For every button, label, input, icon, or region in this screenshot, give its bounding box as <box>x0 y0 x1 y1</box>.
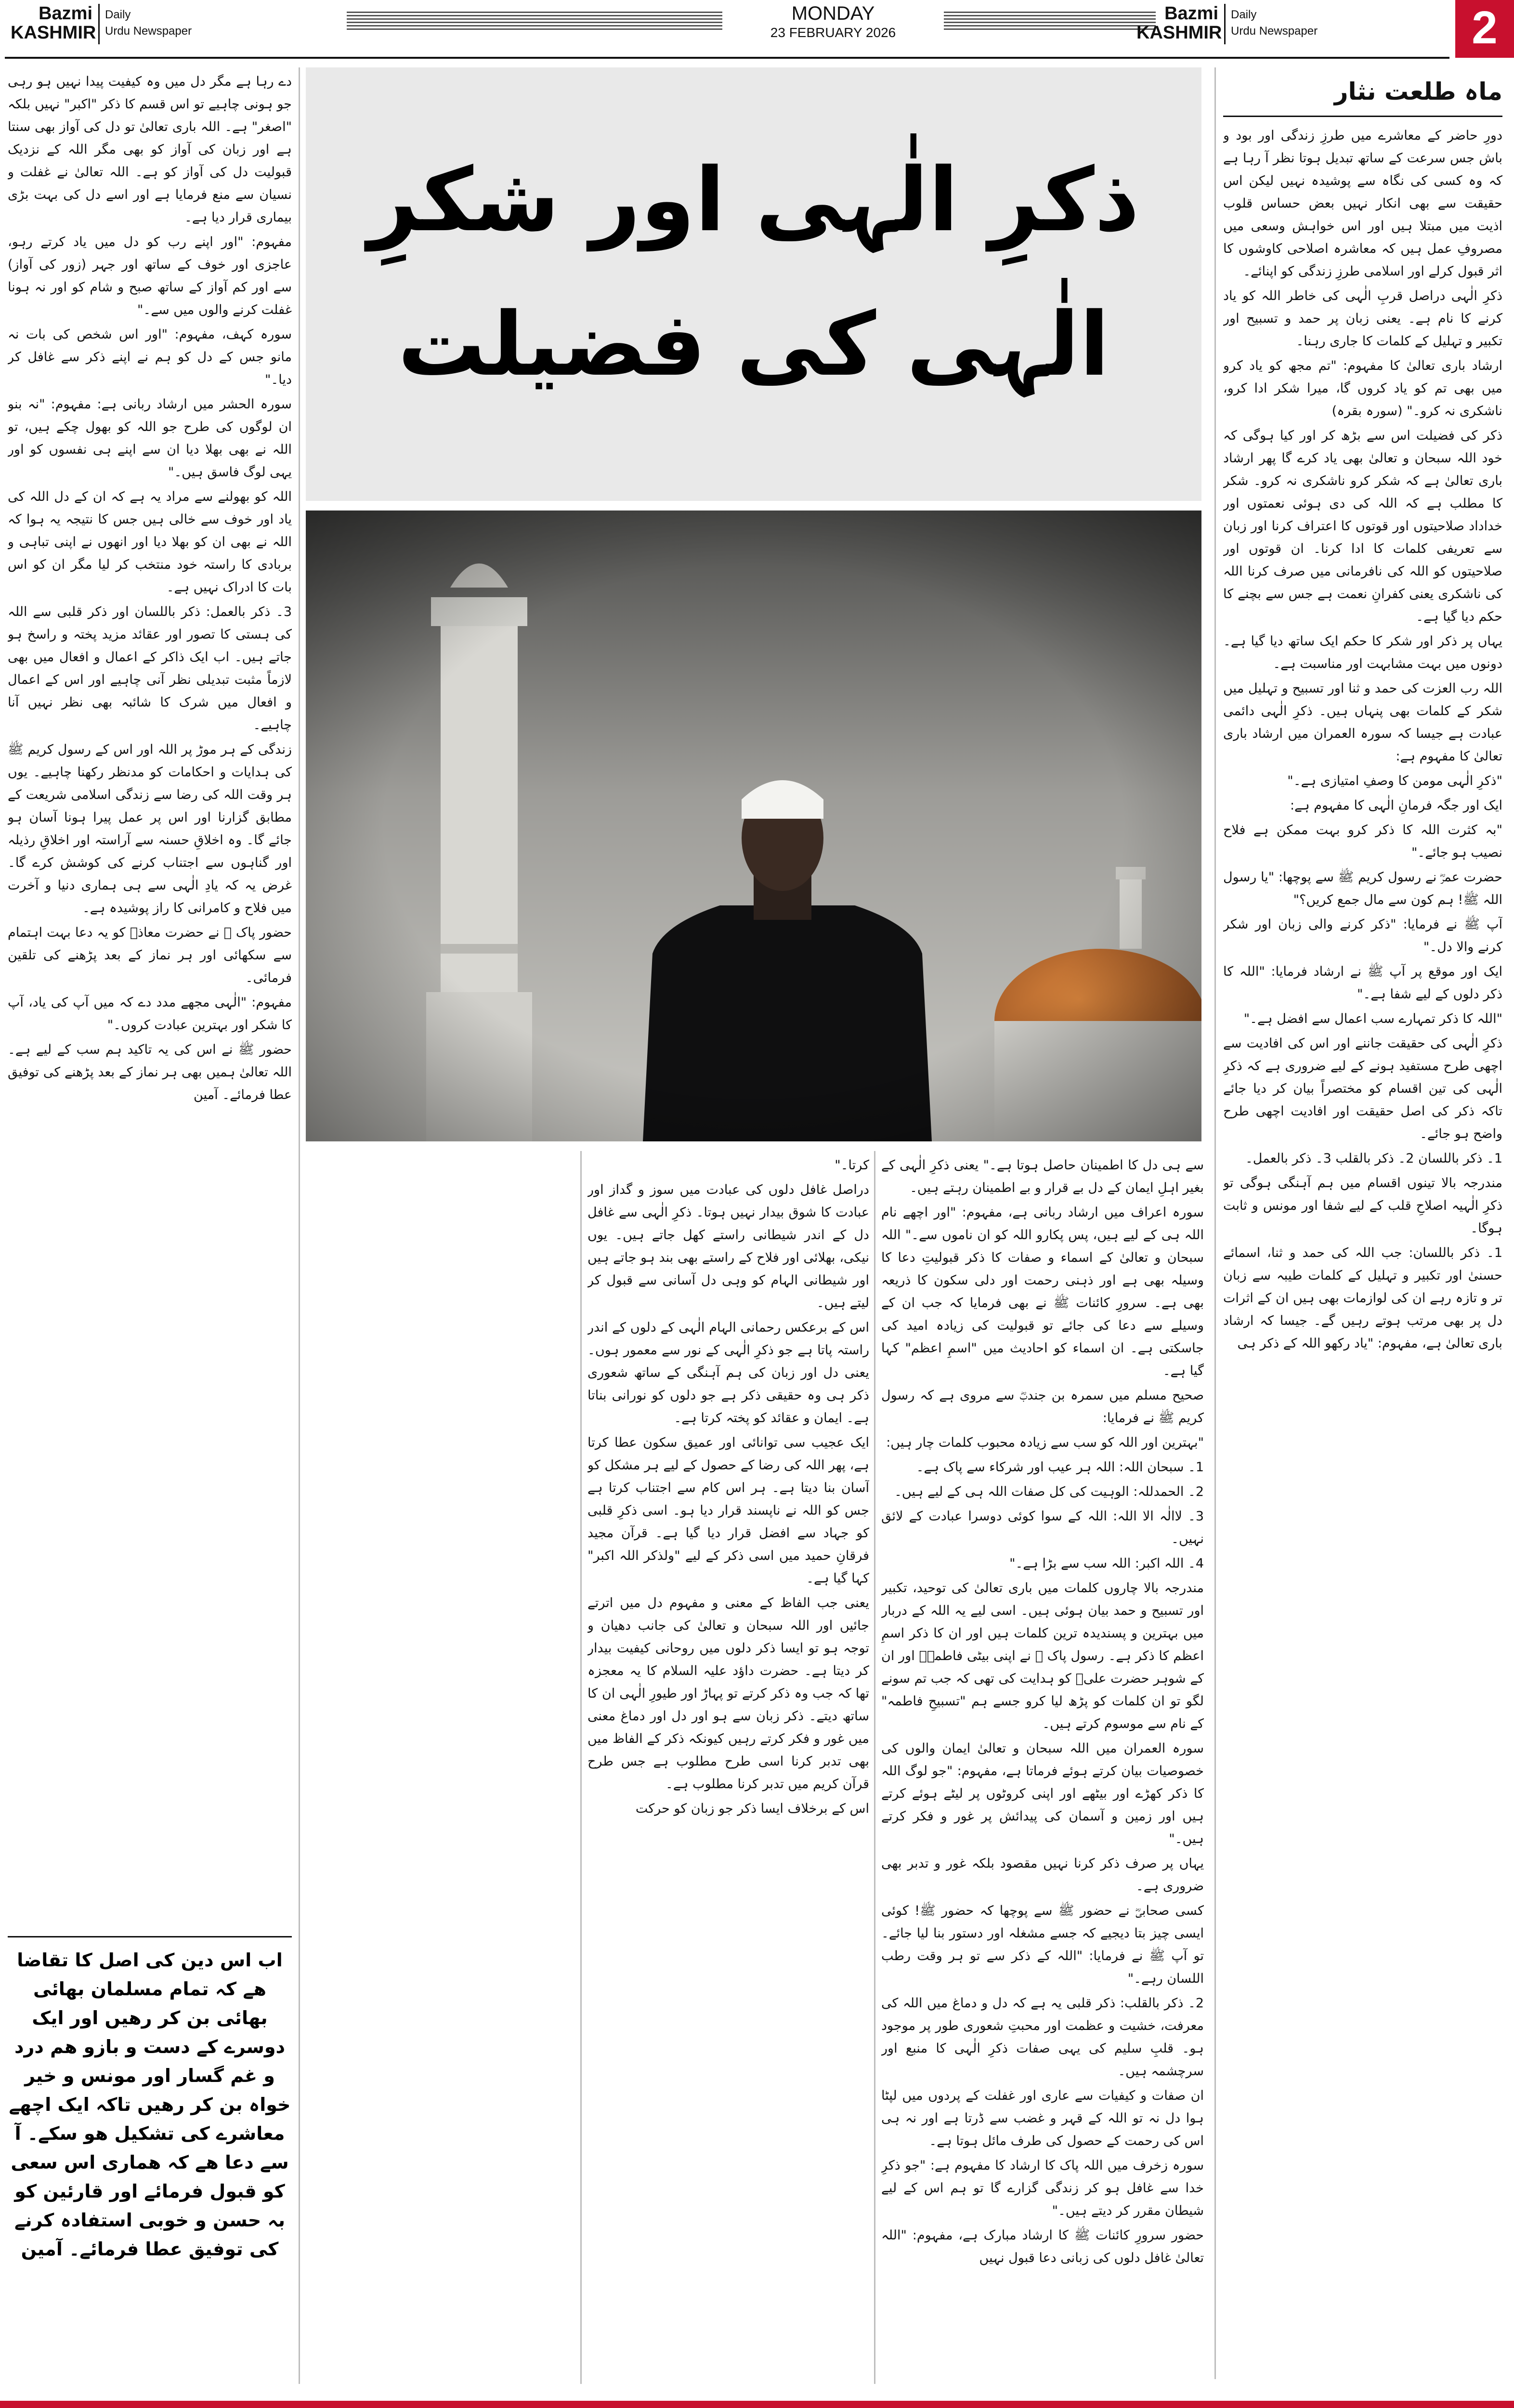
paragraph: حضور پاک ﷺ نے حضرت معاذؓ کو یہ دعا بہت اہتمام سے سکھائی اور ہر نماز کے بعد پڑھنے کی تلقین فرمائی۔ <box>8 925 292 985</box>
article-column-1 <box>1223 124 1502 2388</box>
paragraph: ذکر کی فضیلت اس سے بڑھ کر اور کیا ہوگی کہ خود اللہ سبحان و تعالیٰ بھی یاد کرے گا پھر ارشاد باری تعالیٰ ہے کہ شکر کرو ناشکری نہ کرو۔ شکر کا مطلب ہے کہ اللہ کی دی ہوئی نعمتوں اور خداداد صلاحیتوں اور قوتوں کا اعتراف کرنا اور زبان سے تعریفی کلمات کا ادا کرنا۔ ان قوتوں اور صلاحیتوں کو اللہ کی نافرمانی میں صرف کرنا اللہ کی ناشکری یعنی کفرانِ نعمت ہے جس سے بچنے کا حکم دیا گیا ہے۔ <box>1223 428 1502 624</box>
brand-sub-line2: Urdu Newspaper <box>105 25 192 38</box>
headline-line2: الٰہی کی فضیلت <box>398 293 1109 395</box>
article-column-3 <box>587 1154 869 2387</box>
paragraph: 1۔ سبحان اللہ: اللہ ہر عیب اور شرکاء سے پاک ہے۔ <box>916 1460 1204 1475</box>
paragraph: کرتا۔" <box>835 1158 869 1173</box>
paragraph: ایک عجیب سی توانائی اور عمیق سکون عطا کرتا ہے، پھر اللہ کی رضا کے حصول کے لیے ہر مشکل کو آسان بنا دیتا ہے۔ ہر اس کام سے اجتناب کرتا ہے جس کو اللہ نے ناپسند قرار دیا ہو۔ اسی ذکرِ قلبی کو جہاد سے افضل قرار دیا گیا ہے۔ قرآن مجید فرقانِ حمید میں اسی ذکر کے لیے "ولذکر اللہ اکبر" کہا گیا ہے۔ <box>587 1435 869 1586</box>
paragraph: ارشاد باری تعالیٰ کا مفہوم: "تم مجھ کو یاد کرو میں بھی تم کو یاد کروں گا، میرا شکر ادا کرو، ناشکری نہ کرو۔" (سورہ بقرہ) <box>1223 358 1502 419</box>
masthead-right <box>1136 3 1406 46</box>
column-divider-1 <box>1214 67 1216 2379</box>
paragraph: اس کے برخلاف ایسا ذکر جو زبان کو حرکت <box>635 1801 869 1816</box>
paragraph: 1۔ ذکر باللسان 2۔ ذکر بالقلب 3۔ ذکر بالعمل۔ <box>1245 1151 1502 1166</box>
header-stripes-right <box>944 10 1156 30</box>
article-column-2 <box>881 1154 1204 2387</box>
paragraph: 1۔ ذکر باللسان: جب اللہ کی حمد و ثنا، اسمائے حسنیٰ اور تکبیر و تہلیل کے کلمات طیبہ سے زبان تر و تازہ رہے ان کی لوازمات بھی ہیں ان کے اثرات دل پر بھی مرتب ہوتے رہیں گے۔ جیسا کہ ارشاد باری تعالیٰ ہے، مفہوم: "یاد رکھو اللہ کے ذکر ہی <box>1223 1245 1502 1351</box>
paragraph: سورہ العمران میں اللہ سبحان و تعالیٰ ایمان والوں کی خصوصیات بیان کرتے ہوئے فرماتا ہے، مفہوم: "جو لوگ اللہ کا ذکر کھڑے اور بیٹھے اور اپنی کروٹوں پر لیٹے ہوئے کرتے ہیں اور زمین و آسمان کی پیدائش پر غور و فکر کرتے ہیں۔" <box>881 1741 1204 1846</box>
paragraph: 3۔ لاالٰہ الا اللہ: اللہ کے سوا کوئی دوسرا عبادت کے لائق نہیں۔ <box>881 1509 1204 1546</box>
page-number: 2 <box>1455 0 1514 58</box>
brand-sub-line1: Daily <box>105 8 131 21</box>
paragraph: "ذکرِ الٰہی مومن کا وصفِ امتیازی ہے۔" <box>1287 773 1502 788</box>
column-divider-3 <box>580 1151 582 2384</box>
paragraph: سورہ اعراف میں ارشاد ربانی ہے، مفہوم: "اور اچھے نام اللہ ہی کے لیے ہیں، پس پکارو اللہ کو ان ناموں سے۔" اللہ سبحان و تعالیٰ کے اسماء و صفات کا ذکر قبولیتِ دعا کا وسیلہ بھی ہے اور ذہنی رحمت اور دلی سکون کا ذریعہ بھی ہے۔ سرورِ کائنات ﷺ نے بھی فرمایا کہ جب ان کے وسیلے سے دعا کی جائے تو قبولیت کی زیادہ امید کی جاسکتی ہے۔ ان اسماء کو احادیث میں "اسمِ اعظم" کہا گیا ہے۔ <box>881 1205 1204 1378</box>
paragraph: زندگی کے ہر موڑ پر اللہ اور اس کے رسول کریم ﷺ کی ہدایات و احکامات کو مدنظر رکھنا چاہیے۔ یوں ہر وقت اللہ کی رضا سے زندگی اسلامی شریعت کے مطابق گزارنا اور اس پر عمل پیرا ہونا آسان ہو جائے گا۔ وہ اخلاقِ حسنہ سے آراستہ اور اخلاقِ رذیلہ اور گناہوں سے اجتناب کرنے کی کوشش کرے گا۔ غرض یہ کہ یادِ الٰہی سے ہی ہماری دنیا و آخرت میں فلاح و کامرانی کا راز پوشیدہ ہے۔ <box>8 742 292 916</box>
paragraph: سورہ الحشر میں ارشاد ربانی ہے: مفہوم: "نہ بنو ان لوگوں کی طرح جو اللہ کو بھول چکے ہیں، تو اللہ نے بھی بھلا دیا ان سے اپنے ہی نفسوں کو اور یہی لوگ فاسق ہیں۔" <box>8 397 292 480</box>
paragraph: دورِ حاضر کے معاشرے میں طرزِ زندگی اور بود و باش جس سرعت کے ساتھ تبدیل ہوتا نظر آ رہا ہے کہ وہ کسی کی نگاہ سے پوشیدہ نہیں لیکن اس حقیقت سے بھی انکار نہیں بعض حساس قلوب اذیت میں مبتلا ہیں اور اس خواہش وسعی میں مصروفِ عمل ہیں کہ معاشرہ اصلاحی کاوشوں کا اثر قبول کرلے اور اسلامی طرزِ زندگی کو اپنائے۔ <box>1223 128 1502 279</box>
brand-sub-line2-right: Urdu Newspaper <box>1231 25 1318 38</box>
mosque-photo-illustration <box>306 510 1201 1141</box>
paragraph: "بہترین اور اللہ کو سب سے زیادہ محبوب کلمات چار ہیں: <box>886 1435 1204 1450</box>
paragraph: "اللہ کا ذکر تمہارے سب اعمال سے افضل ہے۔" <box>1243 1011 1502 1026</box>
brand-separator <box>98 4 100 44</box>
paragraph: سے ہی دل کا اطمینان حاصل ہوتا ہے۔" یعنی ذکرِ الٰہی کے بغیر اہلِ ایمان کے دل بے قرار و بے اطمینان رہتے ہیں۔ <box>881 1158 1204 1195</box>
paragraph: 3۔ ذکر بالعمل: ذکر باللسان اور ذکر قلبی سے اللہ کی ہستی کا تصور اور عقائد مزید پختہ و راسخ ہو جاتے ہیں۔ اب ایک ذاکر کے اعمال و افعال میں بھی لازماً مثبت تبدیلی نظر آنی چاہیے اور اس کے اعمال و افعال میں شرک کا شائبہ بھی نظر نہیں آنا چاہیے۔ <box>8 604 292 733</box>
paragraph: ایک اور جگہ فرمانِ الٰہی کا مفہوم ہے: <box>1290 798 1502 813</box>
author-rule <box>1223 116 1502 117</box>
paragraph: ذکرِ الٰہی دراصل قربِ الٰہی کی خاطر اللہ کو یاد کرنے کا نام ہے۔ یعنی زبان پر حمد و تسبیح اور تکبیر و تہلیل کے کلمات کا جاری رہنا۔ <box>1223 288 1502 349</box>
author-byline: ماہ طلعت نثار <box>1334 78 1502 105</box>
brand-line1: Bazmi <box>39 3 92 24</box>
paragraph: مندرجہ بالا چاروں کلمات میں باری تعالیٰ کی توحید، تکبیر اور تسبیح و حمد بیان ہوئی ہیں۔ اسی لیے یہ اللہ کے دربار میں بہترین و پسندیدہ ترین کلمات ہیں اور ان کا ذکر اسمِ اعظم کا ذکر ہے۔ رسول پاک ﷺ نے اپنی بیٹی فاطمہؓ اور ان کے شوہر حضرت علیؓ کو ہدایت کی تھی کہ جب تم سونے لگو تو ان کلمات کو پڑھ لیا کرو جسے ہم "تسبیحِ فاطمہ" کے نام سے موسوم کرتے ہیں۔ <box>881 1581 1204 1731</box>
paragraph: حضور ﷺ نے اس کی یہ تاکید ہم سب کے لیے ہے۔ اللہ تعالیٰ ہمیں بھی ہر نماز کے بعد پڑھنے کی توفیق عطا فرمائے۔ آمین <box>8 1042 292 1102</box>
paragraph: یہاں پر صرف ذکر کرنا نہیں مقصود بلکہ غور و تدبر بھی ضروری ہے۔ <box>881 1856 1204 1894</box>
paragraph: یہاں پر ذکر اور شکر کا حکم ایک ساتھ دیا گیا ہے۔ دونوں میں بہت مشابہت اور مناسبت ہے۔ <box>1223 634 1502 671</box>
paragraph: 2۔ الحمدللہ: الوہیت کی کل صفات اللہ ہی کے لیے ہیں۔ <box>894 1484 1204 1499</box>
paragraph: دراصل غافل دلوں کی عبادت میں سوز و گداز اور عبادت کا شوق بیدار نہیں ہوتا۔ ذکرِ الٰہی سے غافل دل کے اندر شیطانی راستے کھل جاتے ہیں۔ یوں نیکی، بھلائی اور فلاح کے راستے بھی بند ہو جاتے ہیں اور شیطانی الہام کو وہی دل آسانی سے قبول کر لیتے ہیں۔ <box>587 1182 869 1310</box>
brand-line1-right: Bazmi <box>1164 3 1218 24</box>
article-photo <box>306 510 1201 1141</box>
paragraph: 2۔ ذکر بالقلب: ذکر قلبی یہ ہے کہ دل و دماغ میں اللہ کی معرفت، خشیت و عظمت اور محبتِ شعوری طور پر موجود ہو۔ قلبِ سلیم کی یہی صفات ذکرِ الٰہی کا منبع اور سرچشمہ ہیں۔ <box>881 1996 1204 2079</box>
paragraph: آپ ﷺ نے فرمایا: "ذکر کرنے والی زبان اور شکر کرنے والا دل۔" <box>1223 917 1502 955</box>
paragraph: 4۔ اللہ اکبر: اللہ سب سے بڑا ہے۔" <box>1009 1556 1204 1571</box>
paragraph: دے رہا ہے مگر دل میں وہ کیفیت پیدا نہیں ہو رہی جو ہونی چاہیے تو اس قسم کا ذکر "اکبر" نہیں بلکہ "اصغر" ہے۔ اللہ باری تعالیٰ تو دل کی آواز بھی سنتا ہے اور زبان کی آواز کو بھی مگر اللہ کے نزدیک قبولیت دل کی آواز کو ہے۔ اللہ تعالیٰ نے غفلت و نسیان سے منع فرمایا ہے اور اسے دل کی بہت بڑی بیماری قرار دیا ہے۔ <box>8 74 292 225</box>
header-date-block <box>722 3 944 41</box>
paragraph: حضرت عمرؓ نے رسول کریم ﷺ سے پوچھا: "یا رسول اللہ ﷺ! ہم کون سے مال جمع کریں؟" <box>1223 870 1502 907</box>
paragraph: اللہ کو بھولنے سے مراد یہ ہے کہ ان کے دل اللہ کی یاد اور خوف سے خالی ہیں جس کا نتیجہ یہ ہوا کہ اللہ نے بھی ان کو بھلا دیا اور انھوں نے اپنی تباہی و بربادی کا راستہ خود منتخب کر لیا مگر ان کو اس بات کا ادراک نہیں ہے۔ <box>8 489 292 595</box>
paragraph: اس کے برعکس رحمانی الہام الٰہی کے دلوں کے اندر راستہ پاتا ہے جو ذکرِ الٰہی کے نور سے معمور ہوں۔ یعنی دل اور زبان کی ہم آہنگی کے ساتھ شعوری ذکر ہی وہ حقیقی ذکر ہے جو دلوں کو نورانی بناتا ہے۔ ایمان و عقائد کو پختہ کرتا ہے۔ <box>587 1320 869 1426</box>
paragraph: مفہوم: "اور اپنے رب کو دل میں یاد کرتے رہو، عاجزی اور خوف کے ساتھ اور جہر (زور کی آواز) سے اور کم آواز کے ساتھ صبح و شام کو اور نہ ہونا غفلت کرنے والوں میں سے۔" <box>8 235 292 317</box>
paragraph: کسی صحابیؓ نے حضور ﷺ سے پوچھا کہ حضور ﷺ! کوئی ایسی چیز بتا دیجیے کہ جسے مشغلہ اور دستور بنا لیا جائے۔ تو آپ ﷺ نے فرمایا: "اللہ کے ذکر سے تو ہر وقت رطب اللسان رہے۔" <box>881 1903 1204 1986</box>
paragraph: یعنی جب الفاظ کے معنی و مفہوم دل میں اترتے جائیں اور اللہ سبحان و تعالیٰ کی جانب دھیان و توجہ ہو تو ایسا ذکر دلوں میں روحانی کیفیت بیدار کر دیتا ہے۔ حضرت داؤد علیہ السلام کا یہ معجزہ تھا کہ جب وہ ذکر کرتے تو پہاڑ اور طیورِ الٰہی ان کا ساتھ دیتے۔ ذکر زبان سے ہو اور دل اور دماغ معنی میں غور و فکر کرتے رہیں کیونکہ ذکر کے الفاظ میں بھی تدبر کرنا اسی طرح مطلوب ہے جس طرح قرآن کریم میں تدبر کرنا مطلوب ہے۔ <box>587 1596 869 1792</box>
paragraph: صحیح مسلم میں سمرہ بن جندبؓ سے مروی ہے کہ رسول کریم ﷺ نے فرمایا: <box>881 1388 1204 1426</box>
closing-quote-rule <box>8 1936 292 1937</box>
footer-bar <box>0 2401 1514 2408</box>
header-rule <box>5 57 1449 59</box>
brand-separator-right <box>1224 4 1226 44</box>
paragraph: مفہوم: "الٰہی مجھے مدد دے کہ میں آپ کی یاد، آپ کا شکر اور بہترین عبادت کروں۔" <box>8 995 292 1033</box>
masthead-left <box>11 3 242 46</box>
paragraph: حضور سرورِ کائنات ﷺ کا ارشاد مبارک ہے، مفہوم: "اللہ تعالیٰ غافل دلوں کی زبانی دعا قبول نہیں <box>881 2228 1204 2265</box>
paragraph: "بہ کثرت اللہ کا ذکر کرو بہت ممکن ہے فلاح نصیب ہو جائے۔" <box>1223 823 1502 860</box>
paragraph: ذکرِ الٰہی کی حقیقت جاننے اور اس کی افادیت سے اچھی طرح مستفید ہونے کے لیے ضروری ہے کہ ذکرِ الٰہی کی تین اقسام کو مختصراً بیان کر دیا جائے تاکہ ذکر کی اصل حقیقت اور افادیت اچھی طرح واضح ہو جائے۔ <box>1223 1036 1502 1141</box>
brand-line2: KASHMIR <box>11 23 96 43</box>
headline-box <box>306 67 1201 501</box>
header-day: MONDAY <box>791 3 875 24</box>
header-stripes-left <box>347 10 722 30</box>
header-date: 23 FEBRUARY 2026 <box>770 25 896 40</box>
column-divider-4 <box>299 67 300 2384</box>
column-divider-2 <box>874 1151 875 2384</box>
paragraph: سورہ زخرف میں اللہ پاک کا ارشاد کا مفہوم ہے: "جو ذکرِ خدا سے غافل ہو کر زندگی گزارے گا تو ہم اس کے لیے شیطان مقرر کر دیتے ہیں۔" <box>881 2158 1204 2218</box>
article-column-4 <box>8 70 292 1929</box>
paragraph: ایک اور موقع پر آپ ﷺ نے ارشاد فرمایا: "اللہ کا ذکر دلوں کے لیے شفا ہے۔" <box>1223 964 1502 1002</box>
paragraph: مندرجہ بالا تینوں اقسام میں ہم آہنگی ہوگی تو ذکرِ الٰہیہ اصلاحِ قلب کے لیے شفا اور مونس و ثابت ہوگا۔ <box>1223 1176 1502 1236</box>
brand-sub-line1-right: Daily <box>1231 8 1257 21</box>
paragraph: اللہ رب العزت کی حمد و ثنا اور تسبیح و تہلیل میں شکر کے کلمات بھی پنہاں ہیں۔ ذکرِ الٰہی دائمی عبادت ہے جیسا کہ سورہ العمران میں ارشاد باری تعالیٰ کا مفہوم ہے: <box>1223 681 1502 764</box>
paragraph: ان صفات و کیفیات سے عاری اور غفلت کے پردوں میں لپٹا ہوا دل نہ تو اللہ کے قہر و غضب سے ڈرتا ہے اور نہ ہی اس کی رحمت کے حصول کی طرف مائل ہوتا ہے۔ <box>881 2088 1204 2148</box>
brand-line2-right: KASHMIR <box>1136 23 1222 43</box>
paragraph: سورہ کہف، مفہوم: "اور اس شخص کی بات نہ مانو جس کے دل کو ہم نے اپنے ذکر سے غافل کر دیا۔" <box>8 327 292 387</box>
headline-line1: ذکرِ الٰہی اور شکرِ <box>367 149 1140 251</box>
closing-quote: اب اس دین کی اصل کا تقاضا ھے کہ تمام مسلمان بھائی بھائی بن کر رھیں اور ایک دوسرے کے دست و بازو ھم درد و غم گسار اور مونس و خیر خواہ بن کر رھیں تاکہ ایک اچھے معاشرے کی تشکیل ھو سکے۔ آ سے دعا ھے کہ ھماری اس سعی کو قبول فرمائے اور قارئین کو بہ حسن و خوبی استفادہ کرنے کی توفیق عطا فرمائے۔ آمین <box>9 1950 291 2260</box>
